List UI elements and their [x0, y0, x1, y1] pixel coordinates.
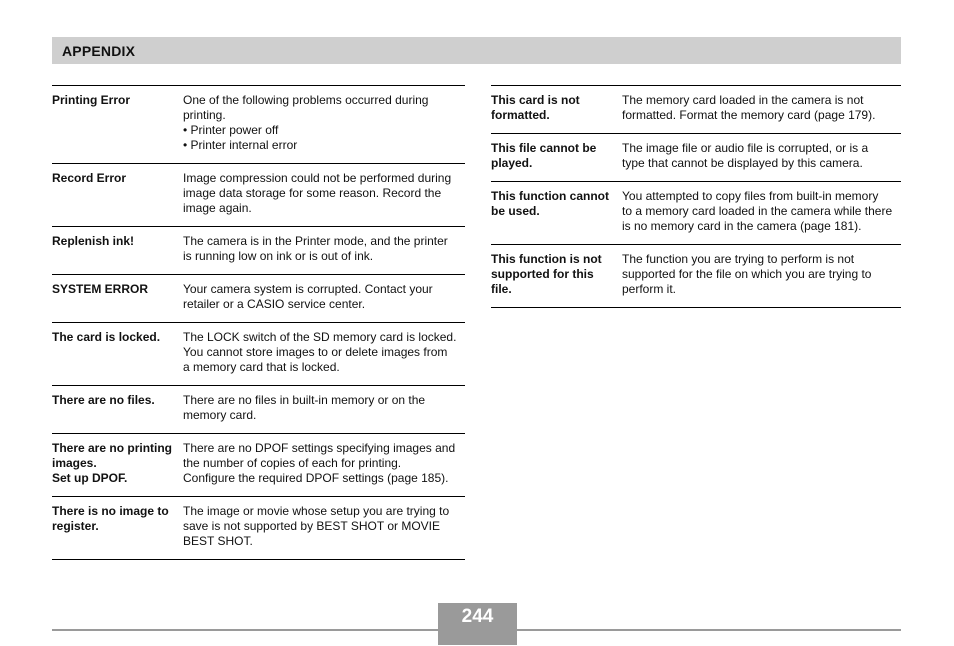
message-term: SYSTEM ERROR [52, 282, 149, 296]
page-number: 244 [461, 606, 494, 627]
table-row [52, 274, 465, 322]
table-row [491, 133, 901, 181]
message-description: Your camera system is corrupted. Contact your retailer or a CASIO service center. [183, 282, 433, 311]
table-row [52, 322, 465, 385]
message-term: This card is not formatted. [491, 93, 580, 122]
section-title: APPENDIX [62, 42, 136, 59]
message-term: There are no printing images. Set up DPOF. [52, 441, 173, 485]
message-term: Record Error [52, 171, 127, 185]
message-term: Replenish ink! [52, 234, 135, 248]
message-table-right [491, 85, 901, 308]
message-description: The function you are trying to perform is not supported for the file on which you are trying to perform it. [622, 252, 872, 296]
message-table-left [52, 85, 465, 560]
message-description: The camera is in the Printer mode, and the printer is running low on ink or is out of ink. [183, 234, 448, 263]
message-term: This function is not supported for this file. [491, 252, 602, 296]
table-row [491, 181, 901, 244]
table-row [52, 433, 465, 496]
table-row [52, 226, 465, 274]
message-description: You attempted to copy files from built-in memory to a memory card loaded in the camera while there is no memory card in the camera (page 181). [622, 189, 893, 233]
table-row [52, 496, 465, 560]
message-description: One of the following problems occurred during printing. • Printer power off • Printer internal error [183, 93, 429, 152]
message-description: Image compression could not be performed during image data storage for some reason. Record the image again. [183, 171, 452, 215]
table-row [52, 385, 465, 433]
table-row [491, 244, 901, 308]
table-row [52, 163, 465, 226]
message-term: There is no image to register. [52, 504, 169, 533]
message-term: This function cannot be used. [491, 189, 609, 218]
message-term: This file cannot be played. [491, 141, 597, 170]
message-term: The card is locked. [52, 330, 161, 344]
message-term: Printing Error [52, 93, 131, 107]
table-row [491, 85, 901, 133]
message-description: The image or movie whose setup you are trying to save is not supported by BEST SHOT or MOVIE BEST SHOT. [183, 504, 450, 548]
message-description: The image file or audio file is corrupted, or is a type that cannot be displayed by this camera. [622, 141, 869, 170]
message-description: The LOCK switch of the SD memory card is locked. You cannot store images to or delete images from a memory card that is locked. [183, 330, 457, 374]
table-row [52, 85, 465, 163]
section-header [52, 37, 901, 64]
message-term: There are no files. [52, 393, 155, 407]
message-description: There are no DPOF settings specifying images and the number of copies of each for printing. Configure the required DPOF settings (page 185). [183, 441, 456, 485]
message-description: There are no files in built-in memory or on the memory card. [183, 393, 426, 422]
message-description: The memory card loaded in the camera is not formatted. Format the memory card (page 179). [622, 93, 876, 122]
